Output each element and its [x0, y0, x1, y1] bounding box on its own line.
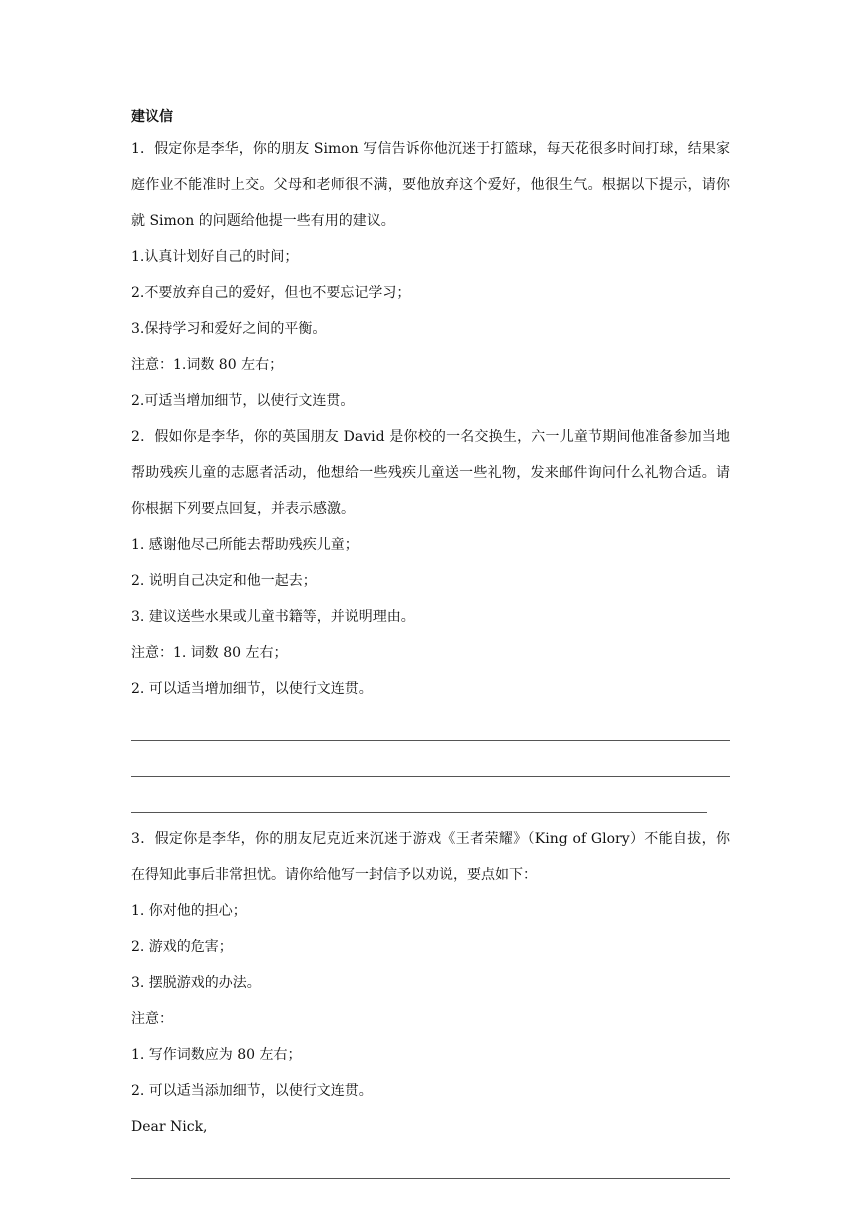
- section-2-prompt: 2．假如你是李华，你的英国朋友 David 是你校的一名交换生，六一儿童节期间他准备参加当地帮助残疾儿童的志愿者活动，他想给一些残疾儿童送一些礼物，发来邮件询问什么礼物合适。请你根据下列要点回复，并表示感激。: [131, 429, 730, 517]
- section-1-prompt: 1．假定你是李华，你的朋友 Simon 写信告诉你他沉迷于打篮球，每天花很多时间打球，结果家庭作业不能准时上交。父母和老师很不满，要他放弃这个爱好，他很生气。根据以下提示，请你就 Simon 的问题给他提一些有用的建议。: [131, 141, 730, 229]
- section-3-point-2: 2. 游戏的危害；: [131, 939, 233, 955]
- section-3: [131, 821, 730, 1181]
- section-1-note-1: 注意：1.词数 80 左右；: [131, 357, 284, 373]
- document-content: [131, 103, 730, 1181]
- section-1-note-2: 2.可适当增加细节，以使行文连贯。: [131, 393, 355, 409]
- section-2-point-1: 1. 感谢他尽己所能去帮助残疾儿童；: [131, 537, 359, 553]
- section-1-point-3: 3.保持学习和爱好之间的平衡。: [131, 321, 327, 337]
- answer-line-4[interactable]: [131, 1145, 730, 1181]
- section-2-note-2: 2. 可以适当增加细节，以使行文连贯。: [131, 681, 373, 697]
- answer-line-2[interactable]: [131, 743, 730, 779]
- section-3-note-2: 2. 可以适当添加细节，以使行文连贯。: [131, 1083, 373, 1099]
- section-3-note-1: 1. 写作词数应为 80 左右；: [131, 1047, 302, 1063]
- section-2-note-1: 注意：1. 词数 80 左右；: [131, 645, 288, 661]
- answer-line-1[interactable]: [131, 707, 730, 743]
- answer-line-3[interactable]: [131, 779, 730, 815]
- section-1-point-1: 1.认真计划好自己的时间；: [131, 249, 299, 265]
- letter-salutation: Dear Nick,: [131, 1119, 208, 1135]
- section-2-point-2: 2. 说明自己决定和他一起去；: [131, 573, 317, 589]
- section-3-notes-label: 注意：: [131, 1011, 173, 1027]
- section-2: [131, 419, 730, 815]
- section-3-prompt: 3．假定你是李华，你的朋友尼克近来沉迷于游戏《王者荣耀》（King of Glory）不能自拔，你在得知此事后非常担忧。请你给他写一封信予以劝说，要点如下：: [131, 831, 730, 883]
- section-2-point-3: 3. 建议送些水果或儿童书籍等，并说明理由。: [131, 609, 415, 625]
- section-3-point-3: 3. 摆脱游戏的办法。: [131, 975, 261, 991]
- section-3-point-1: 1. 你对他的担心；: [131, 903, 247, 919]
- section-1-point-2: 2.不要放弃自己的爱好，但也不要忘记学习；: [131, 285, 411, 301]
- section-1: [131, 131, 730, 419]
- page-title: 建议信: [131, 109, 173, 125]
